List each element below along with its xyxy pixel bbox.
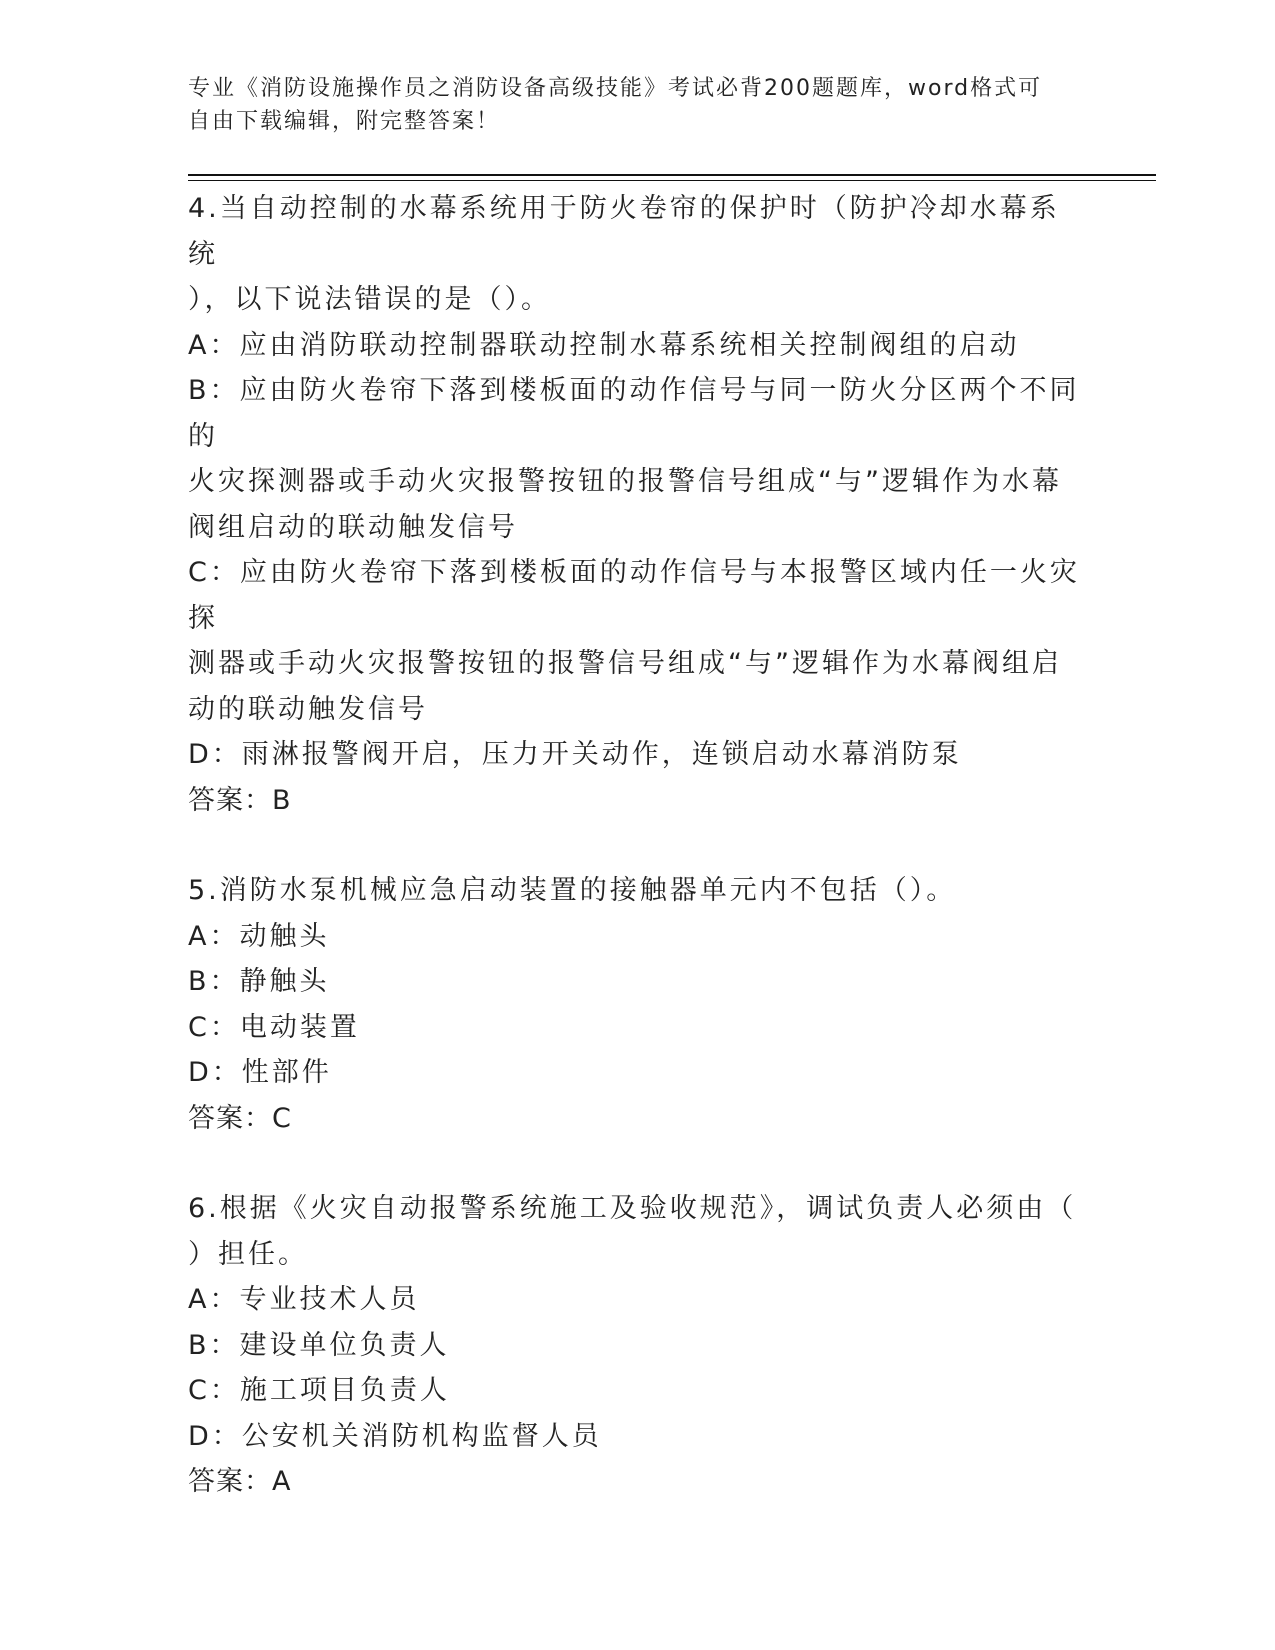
option-c-line: C：应由防火卷帘下落到楼板面的动作信号与本报警区域内任一火灾探 bbox=[188, 557, 1080, 634]
answer-line: 答案：B bbox=[188, 784, 292, 816]
header-line-1: 专业《消防设施操作员之消防设备高级技能》考试必背200题题库，word格式可 bbox=[188, 76, 1043, 101]
question-stem-line: 6.根据《火灾自动报警系统施工及验收规范》，调试负责人必须由（ bbox=[188, 1193, 1077, 1224]
question-stem-line: ），以下说法错误的是（）。 bbox=[188, 284, 551, 315]
header-divider-thin bbox=[188, 180, 1156, 181]
option-c-line: 测器或手动火灾报警按钮的报警信号组成“与”逻辑作为水幕阀组启 bbox=[188, 648, 1062, 679]
option-a-line: A：动触头 bbox=[188, 920, 330, 952]
question-stem-line: 4.当自动控制的水幕系统用于防火卷帘的保护时（防护冷却水幕系统 bbox=[188, 193, 1060, 270]
option-d-line: D：性部件 bbox=[188, 1057, 332, 1088]
option-c-line: C：施工项目负责人 bbox=[188, 1375, 450, 1406]
question-stem-line: 5.消防水泵机械应急启动装置的接触器单元内不包括（）。 bbox=[188, 875, 957, 906]
option-b-line: B：静触头 bbox=[188, 966, 330, 997]
question-list bbox=[188, 186, 1088, 1550]
option-d-line: D：雨淋报警阀开启，压力开关动作，连锁启动水幕消防泵 bbox=[188, 739, 962, 770]
answer-line: 答案：C bbox=[188, 1102, 292, 1134]
question-5 bbox=[188, 868, 1088, 1141]
option-d-line: D：公安机关消防机构监督人员 bbox=[188, 1420, 602, 1452]
option-a-line: A：应由消防联动控制器联动控制水幕系统相关控制阀组的启动 bbox=[188, 329, 1020, 361]
header-line-2: 自由下载编辑，附完整答案！ bbox=[188, 109, 501, 134]
option-b-line: B：应由防火卷帘下落到楼板面的动作信号与同一防火分区两个不同的 bbox=[188, 375, 1080, 452]
question-4 bbox=[188, 186, 1088, 823]
option-a-line: A：专业技术人员 bbox=[188, 1284, 420, 1315]
answer-line: 答案：A bbox=[188, 1466, 292, 1497]
header-divider-thick bbox=[188, 174, 1156, 176]
option-b-line: 阀组启动的联动触发信号 bbox=[188, 511, 518, 543]
question-stem-line: ）担任。 bbox=[188, 1238, 308, 1270]
option-b-line: B：建设单位负责人 bbox=[188, 1329, 450, 1361]
document-header bbox=[188, 72, 1068, 138]
question-6 bbox=[188, 1186, 1088, 1505]
option-b-line: 火灾探测器或手动火灾报警按钮的报警信号组成“与”逻辑作为水幕 bbox=[188, 466, 1062, 497]
option-c-line: 动的联动触发信号 bbox=[188, 693, 428, 725]
option-c-line: C：电动装置 bbox=[188, 1011, 360, 1043]
